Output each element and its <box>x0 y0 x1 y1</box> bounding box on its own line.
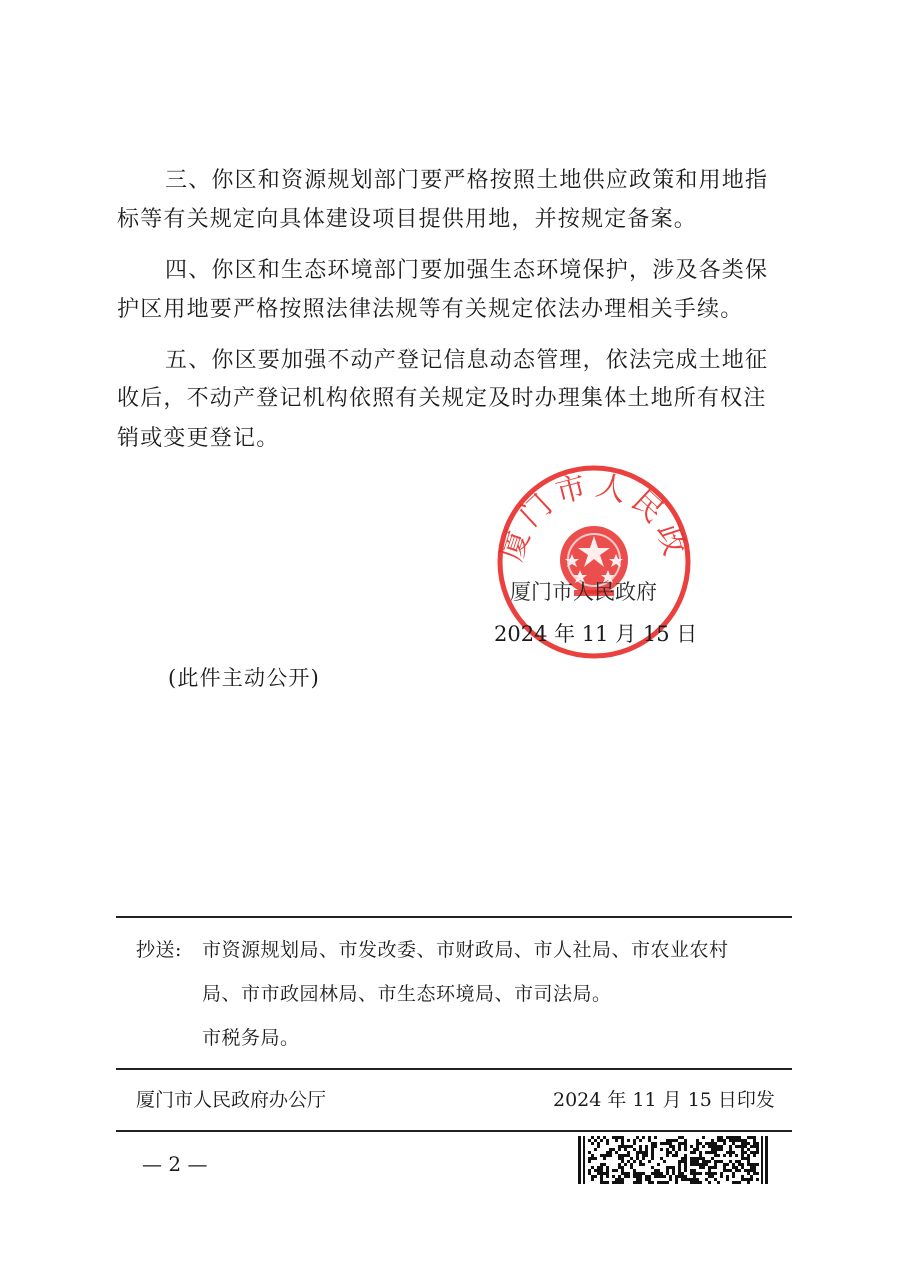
cc-line-2: 局、市市政园林局、市生态环境局、市司法局。 <box>202 983 612 1005</box>
cc-line-1: 市资源规划局、市发改委、市财政局、市人社局、市农业农村 <box>202 939 729 961</box>
svg-text:厦门市人民政: 厦门市人民政 <box>494 467 694 566</box>
body-line-4: 护区用地要严格按照法律法规等有关规定依法办理相关手续。 <box>117 297 744 322</box>
issue-date: 2024 年 11 月 15 日印发 <box>553 1089 775 1111</box>
disclosure-note: (此件主动公开) <box>168 666 320 690</box>
page-number: — 2 — <box>142 1152 208 1176</box>
cc-top-rule <box>116 916 792 918</box>
signature-org: 厦门市人民政府 <box>510 580 657 604</box>
body-line-2: 标等有关规定向具体建设项目提供用地，并按规定备案。 <box>117 207 698 232</box>
cc-bottom-rule <box>116 1068 792 1070</box>
body-line-1: 三、你区和资源规划部门要严格按照土地供应政策和用地指 <box>165 168 769 193</box>
cc-line-3: 市税务局。 <box>202 1027 300 1049</box>
body-line-3: 四、你区和生态环境部门要加强生态环境保护，涉及各类保 <box>165 258 769 283</box>
footer-rule <box>116 1130 792 1132</box>
body-line-5: 五、你区要加强不动产登记信息动态管理，依法完成土地征 <box>165 348 769 373</box>
issuer-name: 厦门市人民政府办公厅 <box>136 1089 327 1111</box>
body-line-7: 销或变更登记。 <box>117 426 280 451</box>
cc-label: 抄送: <box>136 939 182 961</box>
body-line-6: 收后，不动产登记机构依照有关规定及时办理集体土地所有权注 <box>117 386 767 411</box>
signature-date: 2024 年 11 月 15 日 <box>494 622 698 646</box>
document-barcode <box>578 1136 768 1184</box>
